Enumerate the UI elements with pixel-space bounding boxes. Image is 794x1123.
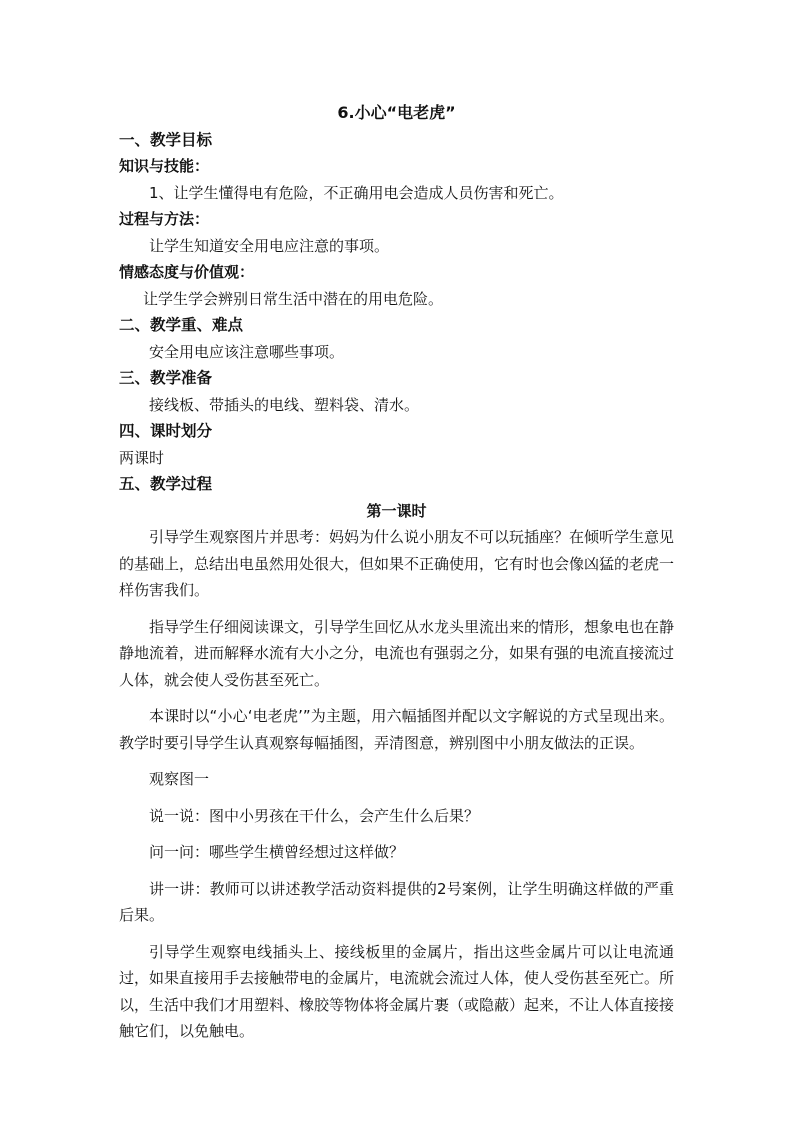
subheading-emotion: 情感态度与价值观： xyxy=(119,263,255,281)
paragraph-2: 指导学生仔细阅读课文，引导学生回忆从水龙头里流出来的情形，想象电也在静静地流着，进而解释水流有大小之分，电流也有强弱之分，如果有强的电流直接流过人体，就会使人受伤甚至死亡。 xyxy=(119,617,675,689)
process-text: 让学生知道安全用电应注意的事项。 xyxy=(149,236,390,255)
paragraph-6: 问一问：哪些学生横曾经想过这样做？ xyxy=(149,843,405,861)
section-heading-periods: 四、课时划分 xyxy=(119,422,213,440)
section-heading-objectives: 一、教学目标 xyxy=(119,130,213,149)
knowledge-text: 1、让学生懂得电有危险，不正确用电会造成人员伤害和死亡。 xyxy=(149,183,564,202)
document-body xyxy=(119,100,674,1045)
section-heading-preparation: 三、教学准备 xyxy=(119,369,213,387)
paragraph-8: 引导学生观察电线插头上、接线板里的金属片，指出这些金属片可以让电流通过，如果直接用手去接触带电的金属片，电流就会流过人体，使人受伤甚至死亡。所以，生活中我们才用塑料、橡胶等物体将金属片裹（或隐蔽）起来，不让人体直接接触它们，以免触电。 xyxy=(119,942,675,1040)
emotion-text: 让学生学会辨别日常生活中潜在的用电危险。 xyxy=(143,289,444,308)
preparation-text: 接线板、带插头的电线、塑料袋、清水。 xyxy=(149,395,420,414)
paragraph-3: 本课时以“小心‘电老虎’”为主题，用六幅插图并配以文字解说的方式呈现出来。教学时要引导学生认真观察每幅插图，弄清图意，辨别图中小朋友做法的正误。 xyxy=(119,707,674,752)
paragraph-5: 说一说：图中小男孩在干什么，会产生什么后果？ xyxy=(149,806,480,825)
section-heading-key-points: 二、教学重、难点 xyxy=(119,316,244,334)
paragraph-1: 引导学生观察图片并思考：妈妈为什么说小朋友不可以玩插座？在倾听学生意见的基础上，总结出电虽然用处很大，但如果不正确使用，它有时也会像凶猛的老虎一样伤害我们。 xyxy=(119,528,675,599)
paragraph-7: 讲一讲：教师可以讲述教学活动资料提供的2号案例，让学生明确这样做的严重后果。 xyxy=(119,879,674,924)
subheading-knowledge: 知识与技能： xyxy=(119,157,210,175)
section-heading-process: 五、教学过程 xyxy=(119,475,213,493)
page-title: 6.小心“电老虎” xyxy=(337,103,456,122)
lesson-title: 第一课时 xyxy=(366,501,427,520)
subheading-process: 过程与方法： xyxy=(119,210,210,228)
paragraph-4: 观察图一 xyxy=(149,770,210,788)
periods-text: 两课时 xyxy=(119,448,165,467)
key-points-text: 安全用电应该注意哪些事项。 xyxy=(149,342,345,361)
